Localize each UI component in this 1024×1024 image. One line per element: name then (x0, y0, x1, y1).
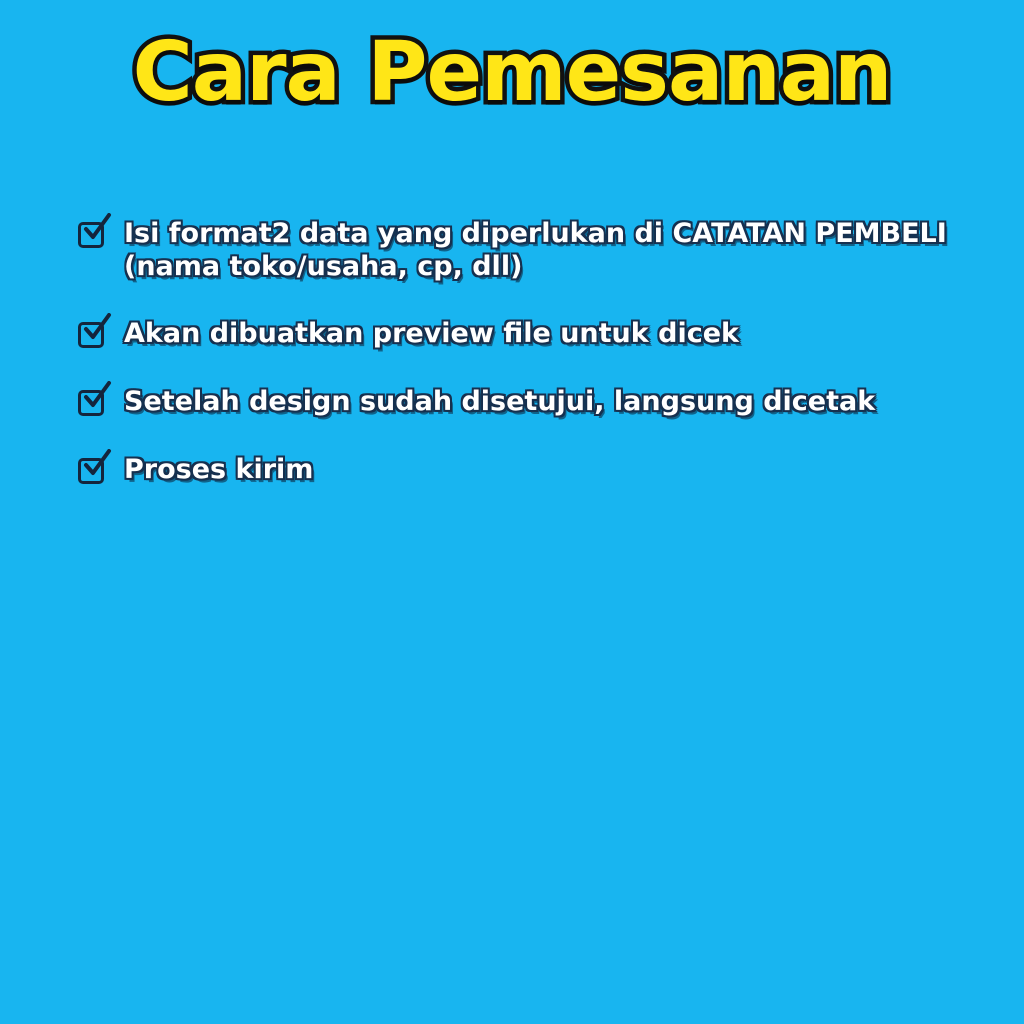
checkbox-checked-icon (78, 322, 108, 352)
steps-list (78, 218, 1008, 522)
list-item-label: Setelah design sudah disetujui, langsung dicetak (124, 385, 876, 417)
list-item (78, 454, 1008, 488)
checkbox-checked-icon (78, 458, 108, 488)
page-title: Cara Pemesanan (132, 25, 892, 120)
list-item-label: Akan dibuatkan preview file untuk dicek (124, 317, 739, 349)
list-item-label: Proses kirim (124, 453, 314, 485)
checkbox-checked-icon (78, 222, 108, 252)
list-item (78, 386, 1008, 420)
list-item (78, 318, 1008, 352)
list-item-label: Isi format2 data yang diperlukan di CATATAN PEMBELI (nama toko/usaha, cp, dll) (124, 218, 947, 282)
list-item (78, 218, 1008, 284)
checkbox-checked-icon (78, 390, 108, 420)
